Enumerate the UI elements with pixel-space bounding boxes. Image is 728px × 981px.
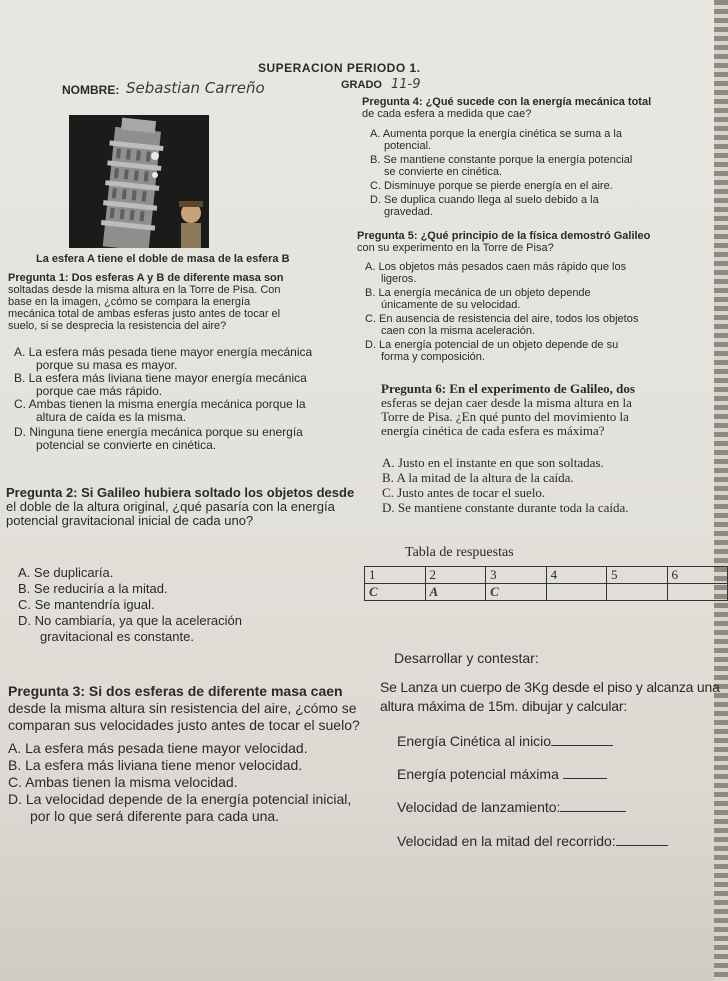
question-1-options [8,346,338,452]
develop-statement-line: altura máxima de 15m. dibujar y calcular: [380,698,628,714]
develop-item-midpoint-speed: Velocidad en la mitad del recorrido: [397,833,668,849]
answers-title: Tabla de respuestas [405,545,514,560]
question-4-line: Pregunta 4: ¿Qué sucede con la energía mecánica total [362,96,652,108]
answers-header-cell: 5 [607,567,667,584]
answer-cell-1[interactable]: C [365,584,426,601]
question-3 [8,683,368,734]
question-6-line: Torre de Pisa. ¿En qué punto del movimiento la [381,409,629,424]
answer-blank[interactable] [551,735,613,746]
question-6-option-d: D. Se mantiene constante durante toda la caída. [382,500,629,515]
answer-blank[interactable] [616,835,668,846]
question-1-stem [8,272,338,332]
answer-blank[interactable] [560,801,626,812]
question-3-line: Pregunta 3: Si dos esferas de diferente masa caen [8,683,343,699]
answers-header-cell: 2 [425,567,486,584]
answers-value-row [365,584,728,601]
question-1-option-d: D. Ninguna tiene energía mecánica porque su energía potencial se convierte en cinética. [14,425,303,452]
question-6-options [382,455,712,515]
question-5-line: con su experimento en la Torre de Pisa? [357,242,554,254]
develop-item-launch-speed: Velocidad de lanzamiento: [397,799,626,815]
question-5-options [357,261,709,363]
question-1-option-c: C. Ambas tienen la misma energía mecánica porque la altura de caída es la misma. [14,397,306,424]
page-title: SUPERACION PERIODO 1. [258,61,421,75]
answer-cell-6[interactable] [667,584,728,601]
question-2 [6,486,356,528]
question-5-line: Pregunta 5: ¿Qué principio de la física demostró Galileo [357,230,651,242]
question-1-line: base en la imagen, ¿cómo se compara la energía [8,296,251,308]
question-5-option-d: D. La energía potencial de un objeto depende de su forma y composición. [365,339,619,363]
question-1-line: soltadas desde la misma altura en la Torre de Pisa. Con [8,284,281,296]
question-1-line: suelo, si se desprecia la resistencia del aire? [8,320,227,332]
name-label: NOMBRE: [62,83,120,97]
question-5-option-b: B. La energía mecánica de un objeto depende únicamente de su velocidad. [365,287,591,311]
question-3-options [8,740,378,825]
question-2-option-b: B. Se reduciría a la mitad. [18,581,168,596]
question-4-line: de cada esfera a medida que cae? [362,108,532,120]
question-3-option-a: A. La esfera más pesada tiene mayor velocidad. [8,740,308,756]
develop-item-potential: Energía potencial máxima [397,766,607,782]
pisa-tower-illustration [69,115,209,248]
question-2-option-a: A. Se duplicaría. [18,565,114,580]
answer-cell-3[interactable]: C [486,584,547,601]
question-1-line: Pregunta 1: Dos esferas A y B de diferente masa son [8,272,284,284]
question-5 [357,230,707,254]
question-4-option-b: B. Se mantiene constante porque la energía potencial se convierte en cinética. [370,154,633,178]
question-4 [362,96,707,120]
question-2-line: potencial gravitacional inicial de cada uno? [6,513,254,528]
question-3-option-c: C. Ambas tienen la misma velocidad. [8,774,238,790]
answers-header-cell: 6 [667,567,728,584]
develop-statement [380,678,720,716]
question-2-options [18,565,338,645]
question-6-line: esferas se dejan caer desde la misma altura en la [381,395,632,410]
question-3-line: comparan sus velocidades justo antes de tocar el suelo? [8,717,360,733]
answer-cell-4[interactable] [546,584,606,601]
question-1 [8,272,338,332]
question-6-line: energía cinética de cada esfera es máxima? [381,423,605,438]
question-2-option-c: C. Se mantendría igual. [18,597,155,612]
question-6-option-a: A. Justo en el instante en que son soltadas. [382,455,604,470]
image-caption: La esfera A tiene el doble de masa de la esfera B [36,253,290,265]
question-5-option-a: A. Los objetos más pesados caen más rápido que los ligeros. [365,261,627,285]
question-4-option-c: C. Disminuye porque se pierde energía en el aire. [370,180,613,192]
question-2-line: el doble de la altura original, ¿qué pasaría con la energía [6,499,335,514]
question-4-option-d: D. Se duplica cuando llega al suelo debido a la gravedad. [370,194,599,218]
question-1-option-a: A. La esfera más pesada tiene mayor energía mecánica porque su masa es mayor. [14,345,313,372]
question-3-option-b: B. La esfera más liviana tiene menor velocidad. [8,757,303,773]
grade-label: GRADO [341,79,382,91]
question-2-option-d: D. No cambiaría, ya que la aceleración gravitacional es constante. [18,613,243,644]
question-6-option-c: C. Justo antes de tocar el suelo. [382,485,546,500]
answers-header-row [365,567,728,584]
question-1-option-b: B. La esfera más liviana tiene mayor energía mecánica porque cae más rápido. [14,371,307,398]
answers-header-cell: 4 [546,567,606,584]
question-3-line: desde la misma altura sin resistencia del aire, ¿cómo se [8,700,357,716]
answer-cell-5[interactable] [607,584,667,601]
answers-table [364,566,728,601]
question-6-line: Pregunta 6: En el experimento de Galileo, dos [381,381,635,396]
question-6-option-b: B. A la mitad de la altura de la caída. [382,470,574,485]
answers-header-cell: 3 [486,567,547,584]
answer-cell-2[interactable]: A [425,584,486,601]
grade-value: 11-9 [391,77,421,92]
question-4-option-a: A. Aumenta porque la energía cinética se suma a la potencial. [370,128,622,152]
answer-blank[interactable] [563,768,607,779]
notebook-spiral-edge [714,0,728,981]
pisa-tower-image [69,115,209,248]
student-name: Sebastian Carreño [126,79,265,97]
develop-title: Desarrollar y contestar: [394,650,539,666]
question-1-line: mecánica total de ambas esferas justo antes de tocar el [8,308,281,320]
question-5-option-c: C. En ausencia de resistencia del aire, todos los objetos caen con la misma aceleración. [365,313,639,337]
answers-header-cell: 1 [365,567,426,584]
develop-item-kinetic: Energía Cinética al inicio [397,733,613,749]
develop-statement-line: Se Lanza un cuerpo de 3Kg desde el piso y alcanza una [380,679,720,695]
question-3-option-d: D. La velocidad depende de la energía potencial inicial, por lo que será diferente para cada una. [8,791,352,824]
question-2-line: Pregunta 2: Si Galileo hubiera soltado los objetos desde [6,485,355,500]
question-4-options [362,128,707,218]
question-6 [381,382,711,438]
